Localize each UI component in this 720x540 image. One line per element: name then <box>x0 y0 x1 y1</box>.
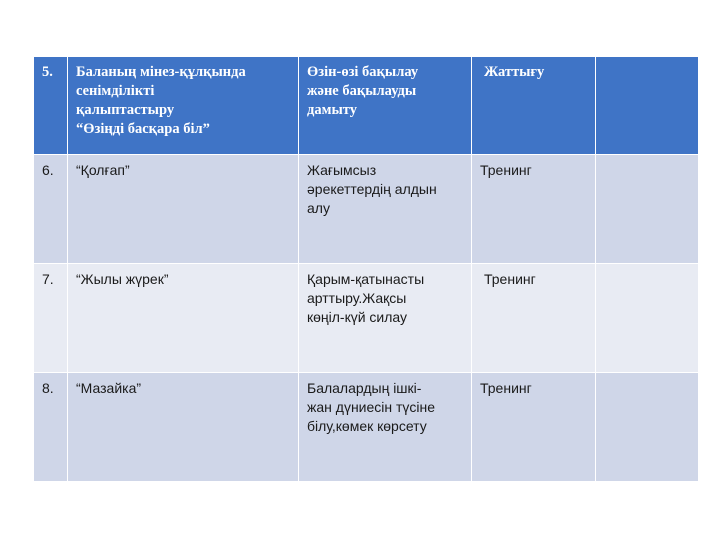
row-topic-line: “Жылы жүрек” <box>76 271 169 287</box>
header-topic-cell <box>68 57 299 155</box>
activity-table <box>33 56 699 482</box>
row-goal-line: Балалардың ішкі- <box>307 380 422 396</box>
header-topic-line: Баланың мінез-құлқында <box>76 64 246 80</box>
row-goal-line: Қарым-қатынасты <box>307 271 425 287</box>
row-goal-line: білу,көмек көрсету <box>307 418 427 434</box>
row-extra-cell <box>596 373 699 482</box>
row-form-cell <box>472 264 596 373</box>
header-form: Жаттығу <box>484 64 545 80</box>
row-goal-line: әрекеттердің алдын <box>307 181 437 197</box>
row-goal-line: арттыру.Жақсы <box>307 290 407 306</box>
table-header-row <box>34 57 699 155</box>
row-topic-cell <box>68 373 299 482</box>
header-form-cell <box>472 57 596 155</box>
row-number-cell <box>34 155 68 264</box>
row-topic-cell <box>68 264 299 373</box>
row-number: 8. <box>42 380 54 396</box>
row-goal-line: көңіл-күй силау <box>307 309 408 325</box>
row-goal-cell <box>299 264 472 373</box>
row-goal-line: жан дүниесін түсіне <box>307 399 436 415</box>
row-number-cell <box>34 373 68 482</box>
row-goal-cell <box>299 155 472 264</box>
row-number: 6. <box>42 162 54 178</box>
header-topic-line: “Өзіңді басқара біл” <box>76 121 210 137</box>
row-goal-line: алу <box>307 200 330 216</box>
table-row <box>34 264 699 373</box>
row-form: Тренинг <box>480 380 532 396</box>
header-goal-cell <box>299 57 472 155</box>
row-topic-cell <box>68 155 299 264</box>
row-topic-line: “Қолғап” <box>76 162 130 178</box>
row-form-cell <box>472 373 596 482</box>
header-topic-line: сенімділікті <box>76 83 155 99</box>
row-extra-cell <box>596 155 699 264</box>
header-number: 5. <box>42 64 53 80</box>
row-form: Тренинг <box>480 162 532 178</box>
row-number: 7. <box>42 271 54 287</box>
header-goal-line: және бақылауды <box>307 83 417 99</box>
row-goal-cell <box>299 373 472 482</box>
table-row <box>34 155 699 264</box>
header-number-cell <box>34 57 68 155</box>
row-extra-cell <box>596 264 699 373</box>
header-goal-line: Өзін-өзі бақылау <box>307 64 419 80</box>
row-form-cell <box>472 155 596 264</box>
header-goal-line: дамыту <box>307 102 357 118</box>
row-form: Тренинг <box>484 271 536 287</box>
table-row <box>34 373 699 482</box>
header-topic-line: қалыптастыру <box>76 102 175 118</box>
row-topic-line: “Мазайка” <box>76 380 142 396</box>
row-number-cell <box>34 264 68 373</box>
row-goal-line: Жағымсыз <box>307 162 377 178</box>
header-extra-cell <box>596 57 699 155</box>
